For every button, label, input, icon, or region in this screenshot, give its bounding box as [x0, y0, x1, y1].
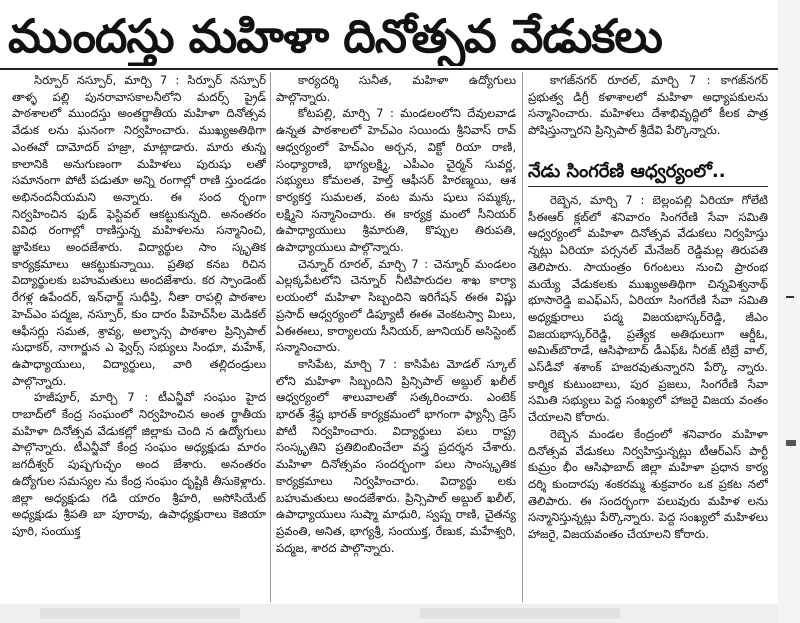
cropped-block	[40, 608, 240, 619]
article-paragraph: హజీపూర్, మార్చి 7 : టీఎన్జీవో సంఘం హైద రాబాద్‌లో కేంద్ర సంఘంలో నిర్వహించిన అంత ర్జాతీయ మహిళా దినోత్సవ వేడుకల్లో జిల్లాకు చెంది న ఉద్యోగులు పాల్గొన్నారు. టీఎన్జీవో కేంద్ర సంఘం అధ్యక్షుడు మారం జగదీశ్వర్ పుష్పగుచ్ఛం అంద జేశారు. అనంతరం ఉద్యోగుల సమస్యల ను కేంద్ర సంఘం దృష్టికి తీసుకెళ్లారు. జిల్లా అధ్యక్షుడు గడి యారం శ్రీహరి, అసోసియేట్ అధ్యక్షుడు శ్రీపతి బా పూరావు, ఉపాధ్యక్షురాలు కెజియా పూరి, సంయుక్త	[12, 390, 266, 538]
article-column-3b	[528, 192, 768, 604]
article-paragraph: కోటపల్లి, మార్చి 7 : మండలంలోని దేవులవాడ ఉన్నత పాఠశాలలో హెచ్ఎం సయిందు శ్రీనివాస్ రావ్ ఆధ్వర్యంలో హెచ్‌ఎం అర్చన, విక్టో రియా రాణి, సంధ్యారాణి, భాగ్యలక్ష్మి, ఎపీఎం చైర్మన్ సువర్ణ, సభ్యులు కోమలత, హెల్త్ ఆఫీసర్ హిరణ్మయి, ఆశ కార్యకర్త సుమలత, వంట మను షులు సమ్మక్క, లక్ష్మిని సన్మానించారు. ఈ కార్యక్ర మంలో సీనియర్ ఉపాధ్యాయులు శ్రీమారుతి, కొప్పుల తిరుపతి, ఉపాధ్యాయులు పాల్గొన్నారు.	[276, 106, 516, 255]
strip-mark	[786, 440, 796, 446]
headline-rule	[0, 68, 790, 70]
bottom-cropped-band	[0, 604, 778, 623]
article-paragraph: రెబ్బెన మండల కేంద్రంలో శనివారం మహిళా దినోత్సవ వేడుకలు నిర్వహిస్తున్నట్లు టీఆర్ఎస్ పార్టీ కుమ్రం భీం ఆసిఫాబాద్ జిల్లా మహిళా ప్రధాన కార్య దర్శి కుందారపు శంకరమ్మ శుక్రవారం ఒక ప్రకట నలో తెలిపారు. ఈ సందర్భంగా పలువురు మహిళ లను సన్మానిస్తున్నట్లు పేర్కొన్నారు. పెద్ద సంఖ్యలో మహిళలు హాజరై, విజయవంతం చేయాలని కోరారు.	[528, 426, 768, 542]
adjacent-page-strip	[778, 0, 800, 623]
article-column-3	[528, 72, 768, 156]
article-paragraph: కాసిపేట, మార్చి 7 : కాసిపేట మోడల్ స్కూల్ లోని మహిళా సిబ్బందిని ప్రిన్సిపాల్ అబ్దుల్ ఖలీల్ ఆధ్వర్యంలో శాలువాలతో సత్కరించారు. ఎంటెక్ భారత్ శ్రేష్ఠ భారత్ కార్యక్రమంలో భాగంగా ఫ్యాన్సీ డ్రెస్ పోటీ నిర్వహించారు. విద్యార్థులు పలు రాష్ట్ర సంస్కృతిని ప్రతిబింబించేలా వస్త్ర ప్రదర్శన చేశారు. మహిళా దినోత్సవం సందర్భంగా పలు సాంస్కృతిక కార్యక్రమాలు నిర్వహించారు. విద్యార్థు లకు బహుమతులు అందజేశారు. ప్రిన్సిపాల్ అబ్దుల్ ఖలీల్, ఉపాధ్యాయులు సుష్మా మాధురి, స్వప్న రాణి, చైతన్య ప్రవంతి, అనిత, భాగ్యశ్రీ, సంయుక్త, రేణుక, మహేశ్వరి, పద్మజ, శారద పాల్గొన్నారు.	[276, 356, 516, 555]
article-paragraph: చెన్నూర్ రూరల్, మార్చి 7 : చెన్నూర్ మండలం ఎల్లక్కపేటలోని చెన్నూర్ నీటిపారుదల శాఖ కార్యా లయంలో మహిళా సిబ్బందిని ఇరిగేషన్ ఈఈ విష్ణు ప్రసాద్ ఆధ్వర్యంలో డిప్యూటీ ఈఈ వెంకటస్వా మిలు, ఏఈఈలు, కార్యాలయ సీనియర్, జూనియర్ అసిస్టెంట్ సన్మానించారు.	[276, 256, 516, 355]
subheadline-rule	[528, 186, 768, 187]
article-column-1	[12, 72, 266, 604]
subheadline: నేడు సింగరేణి ఆధ్వర్యంలో..	[528, 161, 726, 182]
column-divider	[522, 72, 523, 602]
strip-mark	[786, 296, 794, 298]
column-divider	[270, 72, 271, 602]
headline: ముందస్తు మహిళా దినోత్సవ వేడుకలు	[8, 9, 662, 63]
article-paragraph: కాగజ్‌నగర్ రూరల్, మార్చి 7 : కాగజ్‌నగర్ ప్రభుత్వ డిగ్రీ కళాశాలలో మహిళా అధ్యాపకులను సన్మానించారు. మహిళలు దేశాభివృద్ధిలో కీలక పాత్ర పోషిస్తున్నారని ప్రిన్సిపాల్ శ్రీదేవి పేర్కొన్నారు.	[528, 73, 768, 138]
cropped-block	[420, 608, 620, 619]
article-paragraph: కార్యదర్శి సునీత, మహిళా ఉద్యోగులు పాల్గొన్నారు.	[276, 73, 516, 104]
article-paragraph: సిర్పూర్ నస్పూర్, మార్చి 7 : సిర్పూర్ నస్పూర్ తాళ్ళ పల్లి పునరావాసకాలనీలోని మదర్స్ ప్రైడ్ పాఠశాలలో ముందస్తు అంతర్జాతీయ మహిళా దినోత్సవ వేడుక లను ఘనంగా నిర్వహించారు. ముఖ్యఅతిథిగా ఎంఈవో దామోదర్ హజ్రా, మాట్లాడారు. మారు తున్న కాలానికి అనుగుణంగా మహిళలు పురుషు లతో సమానంగా పోటీ పడుతూ అన్ని రంగాల్లో రాణి స్తుండడం అభినందనీయమని అన్నారు. ఈ సంద ర్భంగా నిర్వహించిన ఫుడ్ ఫెస్టివల్ ఆకట్టుకున్నది. అనంతరం వివిధ రంగాల్లో రాణిస్తున్న మహిళలను సన్మానించి, జ్ఞాపికలు అందజేశారు. విద్యార్థుల సాం స్కృతిక కార్యక్రమాలు ఆకట్టుకున్నాయి. ప్రతిభ కనబ రిచిన విద్యార్థులకు బహుమతులు అందజేశారు. కర స్పాండెంట్ రేగళ్ల ఉపేందర్, ఇన్‌ఛార్జ్ సుధీప్తి, నీతా రాపల్లి పాఠశాల హెచ్‌ఎం పద్మజ, నస్పూర్, కుం దారం పీహెచ్‌సీల మెడికల్ ఆఫీసర్లు సమత, శ్రావ్య, అల్ఫాన్స పాఠశాల ప్రిన్సిపాల్ సుధాకర్, నాగార్జున ఎ ఫ్వెర్స్ సభ్యులు సింధూ, మహేశ్, ఉపాధ్యాయులు, విద్యార్థులు, వారి తల్లిదండ్రులు పాల్గొన్నారు.	[12, 73, 266, 388]
article-column-2	[276, 72, 516, 604]
article-paragraph: రెబ్బెన, మార్చి 7 : బెల్లంపల్లి ఏరియా గోలేటి సీఈఆర్ క్లబ్‌లో శనివారం సింగరేణి సేవా సమితి ఆధ్వర్యంలో మహిళా దినోత్సవ వేడుకలు నిర్వహిస్తు న్నట్లు ఏరియా పర్సనల్ మేనేజర్ రెడ్డిమల్ల తిరుపతి తెలిపారు. సాయంత్రం 6గంటలు నుంచి ప్రారంభ మయ్యే వేడుకలకు ముఖ్యఅతిథిగా చిన్నవిశ్వనాథ్ భూసారెడ్డి ఐఎఫ్ఎస్, ఏరియా సింగరేణి సేవా సమితి అధ్యక్షురాలు పద్మ విజయభాస్కర్‌రెడ్డి, జీఎం విజయభాస్కర్‌రెడ్డి, ప్రత్యేక అతిథులుగా ఆర్డీఓ, అమిత్‌బొరాడే, ఆసిఫాబాద్ డీఎఫ్‌ఓ నీరజ్ టిబ్రే వాల్, ఎస్‌డీవో శశాంక్ హజరవుతున్నారని పేర్కొ న్నారు. కార్మిక కుటుంబాలు, పుర ప్రజలు, సింగరేణి సేవా సమితి సభ్యులు పెద్ద సంఖ్యలో హాజరై విజయ వంతం చేయాలని కోరారు.	[528, 193, 768, 425]
